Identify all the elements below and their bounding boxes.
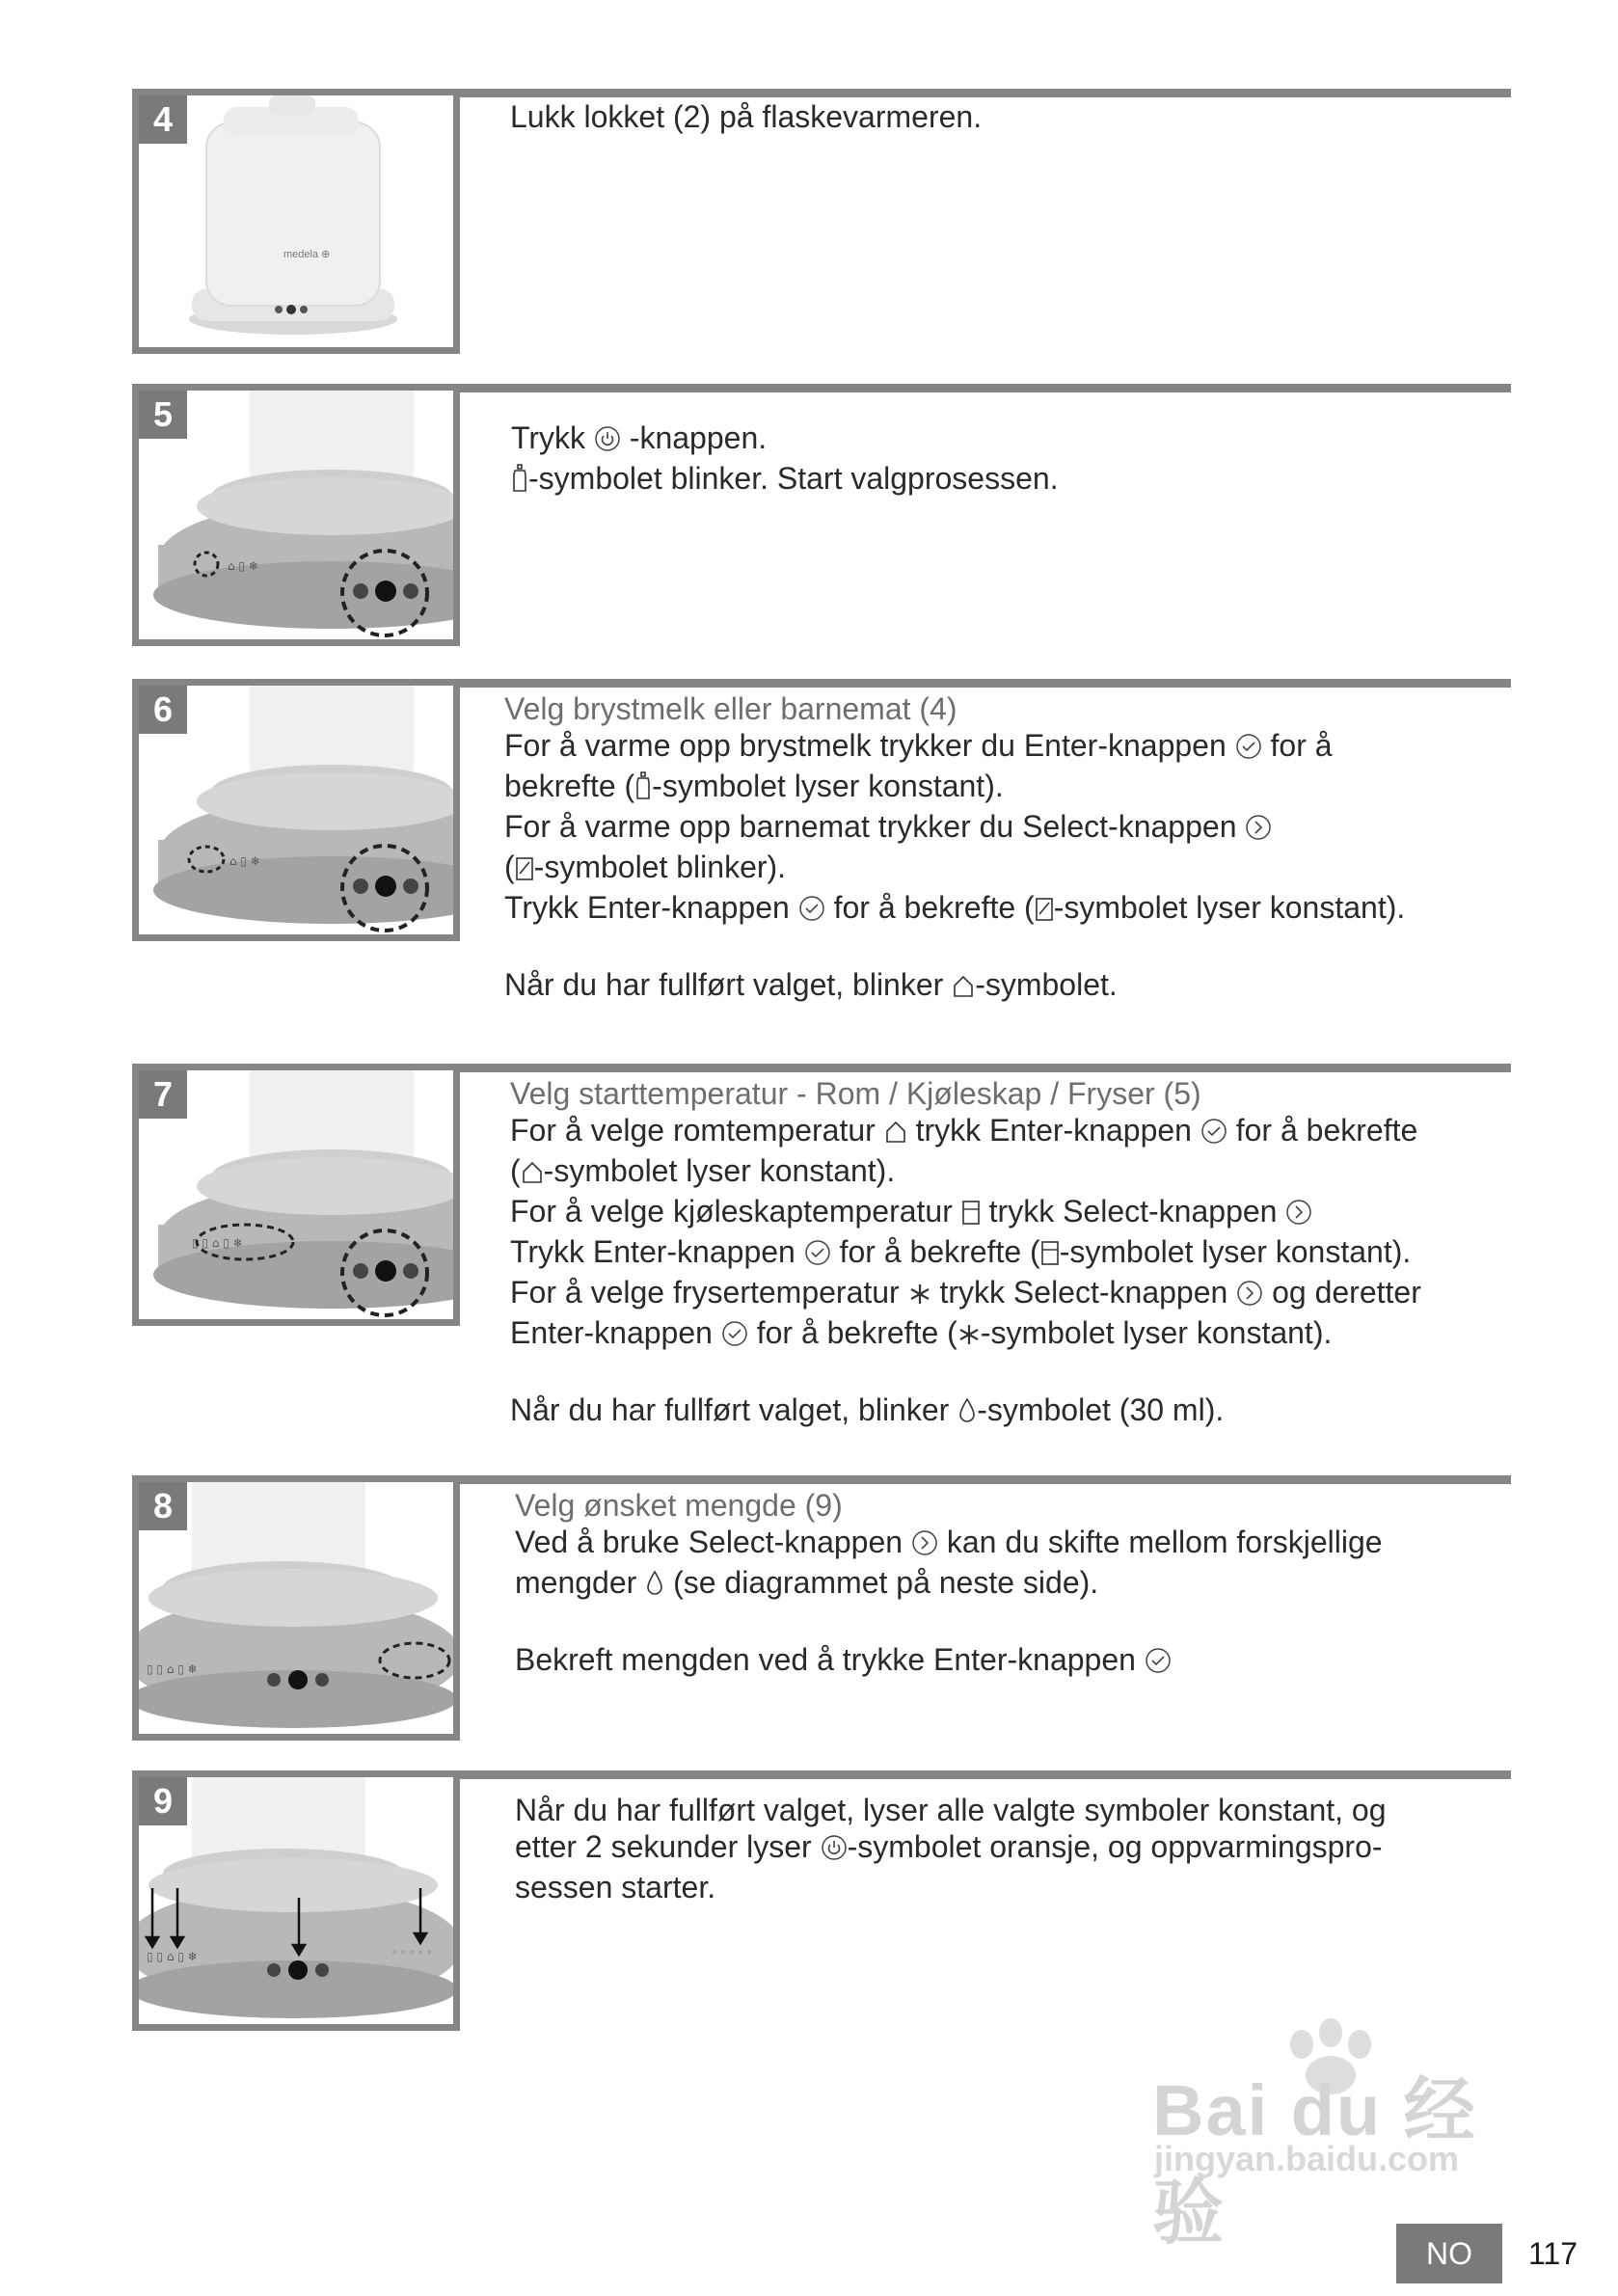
text-segment: for å bekrefte ( bbox=[830, 1234, 1040, 1269]
house-icon bbox=[521, 1156, 544, 1193]
text-segment: Trykk bbox=[511, 420, 594, 455]
text-segment: ( bbox=[504, 850, 515, 884]
text-line bbox=[511, 460, 1059, 500]
text-segment: trykk Select-knappen bbox=[930, 1275, 1237, 1310]
text-segment: -symbolet oransje, og oppvarmingspro- bbox=[847, 1829, 1383, 1864]
text-line bbox=[504, 727, 1405, 768]
text-line bbox=[504, 889, 1405, 930]
step-number: 6 bbox=[139, 686, 187, 734]
house-icon bbox=[884, 1116, 907, 1152]
step-divider bbox=[455, 1770, 1511, 1779]
step-heading: Velg brystmelk eller barnemat (4) bbox=[504, 691, 957, 726]
jar-icon bbox=[1035, 893, 1054, 930]
select-icon bbox=[1285, 1197, 1312, 1233]
check-icon bbox=[1145, 1645, 1172, 1682]
step-number: 5 bbox=[139, 391, 187, 439]
text-line bbox=[511, 419, 1059, 460]
step-number: 4 bbox=[139, 95, 187, 144]
step-5 bbox=[132, 384, 1511, 646]
svg-text:⌂ ▯ ❄: ⌂ ▯ ❄ bbox=[229, 854, 260, 868]
text-segment: -symbolet. bbox=[975, 967, 1118, 1002]
step-text bbox=[510, 98, 982, 135]
text-segment: -symbolet blinker). bbox=[533, 850, 787, 884]
svg-text:▯ ▯ ⌂ ▯ ❄: ▯ ▯ ⌂ ▯ ❄ bbox=[147, 1950, 198, 1963]
text-line bbox=[510, 1233, 1421, 1274]
svg-text:⌂ ▯ ❄: ⌂ ▯ ❄ bbox=[228, 559, 258, 573]
svg-text:medela ⊕: medela ⊕ bbox=[283, 249, 331, 260]
select-icon bbox=[1245, 812, 1272, 849]
text-segment: -symbolet lyser konstant). bbox=[1059, 1234, 1412, 1269]
text-segment: trykk Select-knappen bbox=[980, 1194, 1286, 1229]
text-segment: For å varme opp barnemat trykker du Select-knappen bbox=[504, 809, 1246, 844]
text-line bbox=[515, 1564, 1383, 1605]
text-segment: -symbolet lyser konstant). bbox=[1053, 890, 1406, 925]
step-number: 8 bbox=[139, 1482, 187, 1530]
text-line: sessen starter. bbox=[515, 1870, 716, 1904]
text-segment: Ved å bruke Select-knappen bbox=[515, 1525, 911, 1559]
select-icon bbox=[1236, 1278, 1263, 1314]
check-icon bbox=[798, 893, 825, 930]
drop-icon bbox=[957, 1395, 977, 1432]
text-segment: -symbolet lyser konstant). bbox=[980, 1315, 1333, 1350]
text-segment: For å velge frysertemperatur bbox=[510, 1275, 908, 1310]
step-text bbox=[515, 1792, 1387, 1905]
step-photo bbox=[132, 1770, 460, 2031]
text-segment: Enter-knappen bbox=[510, 1315, 721, 1350]
text-line bbox=[510, 1193, 1421, 1233]
text-segment: Når du har fullført valget, blinker bbox=[504, 967, 953, 1002]
text-line bbox=[515, 1524, 1383, 1564]
step-6 bbox=[132, 679, 1511, 1002]
step-8 bbox=[132, 1475, 1511, 1741]
power-icon bbox=[594, 423, 621, 460]
step-photo bbox=[132, 1475, 460, 1741]
text-segment: trykk Enter-knappen bbox=[906, 1113, 1200, 1148]
text-segment: Trykk Enter-knappen bbox=[510, 1234, 804, 1269]
text-segment: -symbolet (30 ml). bbox=[977, 1392, 1225, 1427]
step-7 bbox=[132, 1064, 1511, 1427]
step-text bbox=[504, 690, 1405, 1007]
step-photo bbox=[132, 679, 460, 941]
text-segment: ( bbox=[510, 1153, 521, 1188]
text-line bbox=[504, 768, 1405, 808]
text-segment: mengder bbox=[515, 1565, 646, 1600]
text-segment: for å bekrefte ( bbox=[824, 890, 1035, 925]
check-icon bbox=[721, 1318, 748, 1355]
text-segment: -symbolet lyser konstant). bbox=[543, 1153, 896, 1188]
step-divider bbox=[455, 89, 1511, 97]
svg-text:◦ ◦ ◦ ◦ ◦: ◦ ◦ ◦ ◦ ◦ bbox=[391, 1948, 433, 1958]
watermark-url: jingyan.baidu.com bbox=[1154, 2139, 1460, 2178]
text-segment: etter 2 sekunder lyser bbox=[515, 1829, 821, 1864]
text-segment: For å velge romtemperatur bbox=[510, 1113, 884, 1148]
fridge-icon bbox=[961, 1197, 981, 1233]
text-line bbox=[515, 1828, 1387, 1869]
paragraph-gap bbox=[504, 930, 1405, 966]
select-icon bbox=[911, 1527, 938, 1564]
step-photo bbox=[132, 384, 460, 646]
check-icon bbox=[1200, 1116, 1227, 1152]
text-line: Når du har fullført valget, lyser alle valgte symboler konstant, og bbox=[515, 1793, 1387, 1827]
text-segment: og deretter bbox=[1263, 1275, 1421, 1310]
watermark-brand: Bai du 经验 bbox=[1152, 2070, 1477, 2253]
text-line bbox=[504, 966, 1405, 1007]
text-segment: for å bbox=[1261, 728, 1333, 763]
text-segment: bekrefte ( bbox=[504, 769, 635, 803]
text-line bbox=[510, 1314, 1421, 1355]
text-segment: for å bekrefte ( bbox=[747, 1315, 957, 1350]
text-segment: Når du har fullført valget, blinker bbox=[510, 1392, 958, 1427]
text-line bbox=[504, 808, 1405, 849]
text-line bbox=[515, 1641, 1383, 1682]
text-segment: -knappen. bbox=[620, 420, 768, 455]
step-4 bbox=[132, 89, 1511, 354]
drop-icon bbox=[645, 1568, 664, 1605]
step-number: 7 bbox=[139, 1070, 187, 1119]
step-divider bbox=[455, 384, 1511, 392]
check-icon bbox=[1235, 731, 1262, 768]
step-photo bbox=[132, 89, 460, 354]
baidu-watermark bbox=[1143, 2025, 1528, 2253]
paragraph-gap bbox=[510, 1355, 1421, 1391]
step-text bbox=[515, 1487, 1383, 1682]
text-line bbox=[510, 1152, 1421, 1193]
text-segment: For å velge kjøleskaptemperatur bbox=[510, 1194, 961, 1229]
power-icon bbox=[821, 1832, 848, 1869]
text-segment: (se diagrammet på neste side). bbox=[664, 1565, 1099, 1600]
text-line bbox=[510, 1391, 1421, 1432]
step-divider bbox=[455, 679, 1511, 688]
house-icon bbox=[952, 970, 975, 1007]
paragraph-gap bbox=[515, 1605, 1383, 1641]
snowflake-icon bbox=[957, 1318, 981, 1355]
step-heading: Velg starttemperatur - Rom / Kjøleskap / Fryser (5) bbox=[510, 1076, 1201, 1111]
step-heading: Velg ønsket mengde (9) bbox=[515, 1488, 843, 1523]
step-text bbox=[511, 419, 1059, 500]
text-line bbox=[504, 849, 1405, 889]
text-segment: kan du skifte mellom forskjellige bbox=[937, 1525, 1383, 1559]
fridge-icon bbox=[1040, 1237, 1060, 1274]
text-line: Lukk lokket (2) på flaskevarmeren. bbox=[510, 99, 983, 134]
svg-text:▯ ▯ ⌂ ▯ ❄: ▯ ▯ ⌂ ▯ ❄ bbox=[192, 1236, 243, 1250]
step-photo bbox=[132, 1064, 460, 1326]
text-segment: for å bekrefte bbox=[1227, 1113, 1418, 1148]
text-segment: For å varme opp brystmelk trykker du Enter-knappen bbox=[504, 728, 1235, 763]
text-segment: Bekreft mengden ved å trykke Enter-knappen bbox=[515, 1642, 1145, 1677]
jar-icon bbox=[515, 852, 534, 889]
step-divider bbox=[455, 1475, 1511, 1484]
step-divider bbox=[455, 1064, 1511, 1072]
step-number: 9 bbox=[139, 1777, 187, 1825]
text-line bbox=[510, 1112, 1421, 1152]
bottle-icon bbox=[511, 464, 528, 500]
page-number: 117 bbox=[1528, 2236, 1578, 2271]
language-badge: NO bbox=[1396, 2224, 1502, 2283]
snowflake-icon bbox=[908, 1278, 931, 1314]
step-9 bbox=[132, 1770, 1511, 2031]
svg-text:▯ ▯ ⌂ ▯ ❄: ▯ ▯ ⌂ ▯ ❄ bbox=[147, 1662, 198, 1676]
check-icon bbox=[804, 1237, 831, 1274]
text-line bbox=[510, 1274, 1421, 1314]
text-segment: Trykk Enter-knappen bbox=[504, 890, 798, 925]
step-text bbox=[510, 1075, 1421, 1432]
bottle-icon bbox=[634, 771, 652, 808]
text-segment: -symbolet lyser konstant). bbox=[652, 769, 1004, 803]
text-segment: -symbolet blinker. Start valgprosessen. bbox=[528, 461, 1059, 496]
